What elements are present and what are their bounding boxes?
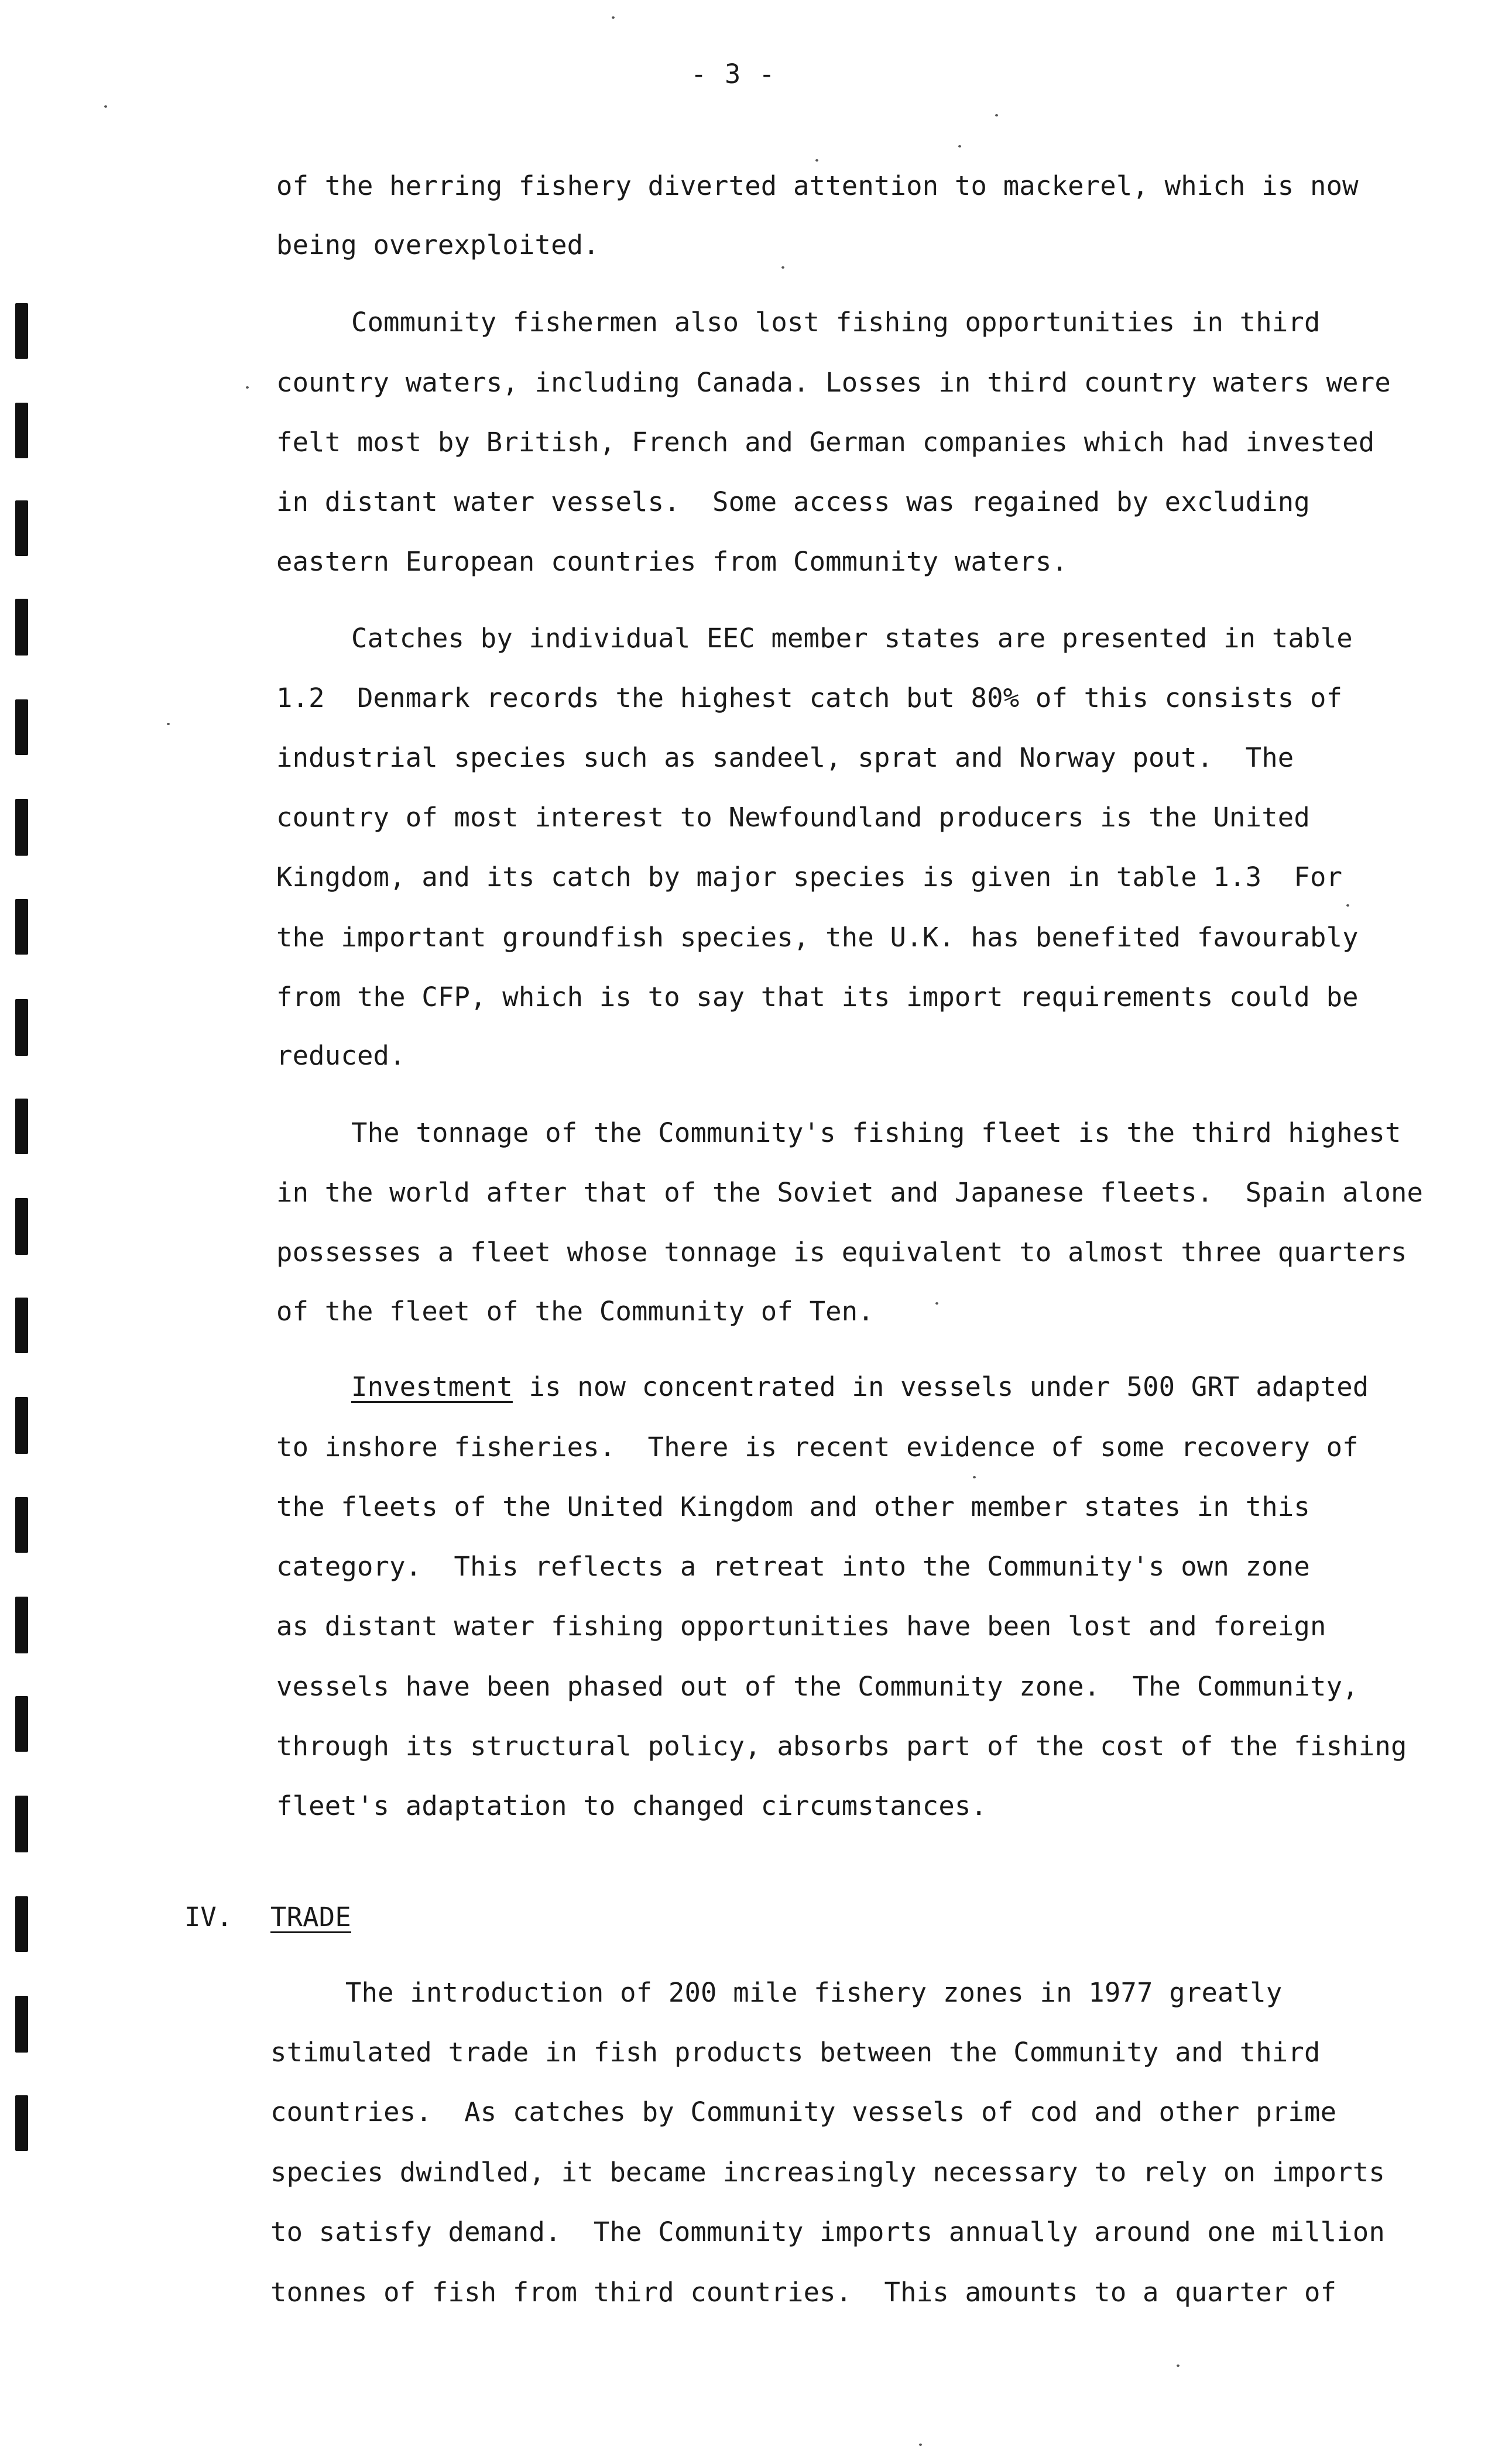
paragraph-line: 1.2 Denmark records the highest catch but 80% of this consists of [276, 682, 1343, 713]
scan-speck [995, 114, 998, 116]
section-number: IV. [184, 1902, 233, 1933]
binding-mark [15, 1996, 28, 2053]
paragraph-line: category. This reflects a retreat into the Community's own zone [276, 1551, 1310, 1582]
scan-speck [919, 2444, 922, 2446]
paragraph-line [351, 1370, 1369, 1404]
scan-speck [104, 105, 107, 108]
paragraph-line: Community fishermen also lost fishing opportunities in third [351, 307, 1321, 338]
binding-mark [15, 799, 28, 856]
binding-mark [15, 899, 28, 955]
paragraph-line: through its structural policy, absorbs part of the cost of the fishing [276, 1731, 1407, 1762]
investment-line-rest: is now concentrated in vessels under 500 GRT adapted [512, 1371, 1369, 1402]
binding-mark [15, 1298, 28, 1353]
paragraph-line: being overexploited. [276, 229, 599, 260]
scan-speck [815, 159, 818, 162]
scan-speck [935, 1302, 938, 1305]
binding-mark [15, 403, 28, 458]
scan-speck [612, 16, 615, 19]
scan-speck [1177, 2365, 1180, 2367]
paragraph-line: countries. As catches by Community vessels of cod and other prime [270, 2096, 1337, 2127]
binding-mark [15, 699, 28, 755]
scan-speck [973, 1476, 976, 1478]
binding-mark [15, 303, 28, 359]
paragraph-line: The tonnage of the Community's fishing fleet is the third highest [351, 1117, 1401, 1148]
paragraph-line: of the herring fishery diverted attention to mackerel, which is now [276, 170, 1359, 201]
binding-mark [15, 599, 28, 656]
section-title: TRADE [270, 1902, 351, 1933]
paragraph-line: the important groundfish species, the U.K. has benefited favourably [276, 922, 1359, 953]
paragraph-line: tonnes of fish from third countries. This amounts to a quarter of [270, 2277, 1337, 2308]
paragraph-line: the fleets of the United Kingdom and other member states in this [276, 1491, 1310, 1522]
binding-mark [15, 1198, 28, 1255]
paragraph-line: stimulated trade in fish products between the Community and third [270, 2037, 1321, 2068]
paragraph-line: possesses a fleet whose tonnage is equivalent to almost three quarters [276, 1237, 1407, 1268]
paragraph-line: country of most interest to Newfoundland producers is the United [276, 802, 1310, 833]
binding-mark [15, 1597, 28, 1653]
binding-mark [15, 999, 28, 1056]
binding-mark [15, 1497, 28, 1553]
paragraph-line: industrial species such as sandeel, sprat and Norway pout. The [276, 742, 1294, 773]
paragraph-line: country waters, including Canada. Losses in third country waters were [276, 367, 1391, 398]
paragraph-line: eastern European countries from Community waters. [276, 546, 1068, 577]
page-number: - 3 - [691, 59, 776, 90]
paragraph-line: felt most by British, French and German companies which had invested [276, 427, 1375, 458]
binding-mark [15, 1397, 28, 1454]
paragraph-line: species dwindled, it became increasingly necessary to rely on imports [270, 2157, 1385, 2188]
scan-speck [781, 266, 784, 269]
paragraph-line: Catches by individual EEC member states are presented in table [351, 623, 1353, 654]
binding-mark [15, 1796, 28, 1852]
binding-mark [15, 1896, 28, 1952]
paragraph-line: Kingdom, and its catch by major species is given in table 1.3 For [276, 862, 1343, 893]
paragraph-line: The introduction of 200 mile fishery zones in 1977 greatly [345, 1977, 1283, 2008]
paragraph-line: as distant water fishing opportunities have been lost and foreign [276, 1611, 1326, 1642]
scan-speck [958, 145, 961, 147]
binding-mark [15, 2095, 28, 2151]
investment-underlined: Investment [351, 1371, 513, 1402]
paragraph-line: of the fleet of the Community of Ten. [276, 1296, 874, 1327]
scan-speck [1346, 904, 1349, 907]
binding-mark [15, 1099, 28, 1154]
paragraph-line: to inshore fisheries. There is recent evidence of some recovery of [276, 1432, 1359, 1463]
paragraph-line: to satisfy demand. The Community imports annually around one million [270, 2216, 1385, 2247]
paragraph-line: in the world after that of the Soviet and Japanese fleets. Spain alone [276, 1177, 1424, 1208]
scan-speck [167, 723, 170, 725]
paragraph-line: from the CFP, which is to say that its import requirements could be [276, 982, 1359, 1013]
binding-mark [15, 1696, 28, 1752]
paragraph-line: reduced. [276, 1040, 406, 1071]
paragraph-line: fleet's adaptation to changed circumstances. [276, 1790, 988, 1821]
scan-speck [246, 386, 249, 389]
paragraph-line: in distant water vessels. Some access was regained by excluding [276, 486, 1310, 517]
paragraph-line: vessels have been phased out of the Community zone. The Community, [276, 1671, 1359, 1702]
binding-mark [15, 500, 28, 556]
